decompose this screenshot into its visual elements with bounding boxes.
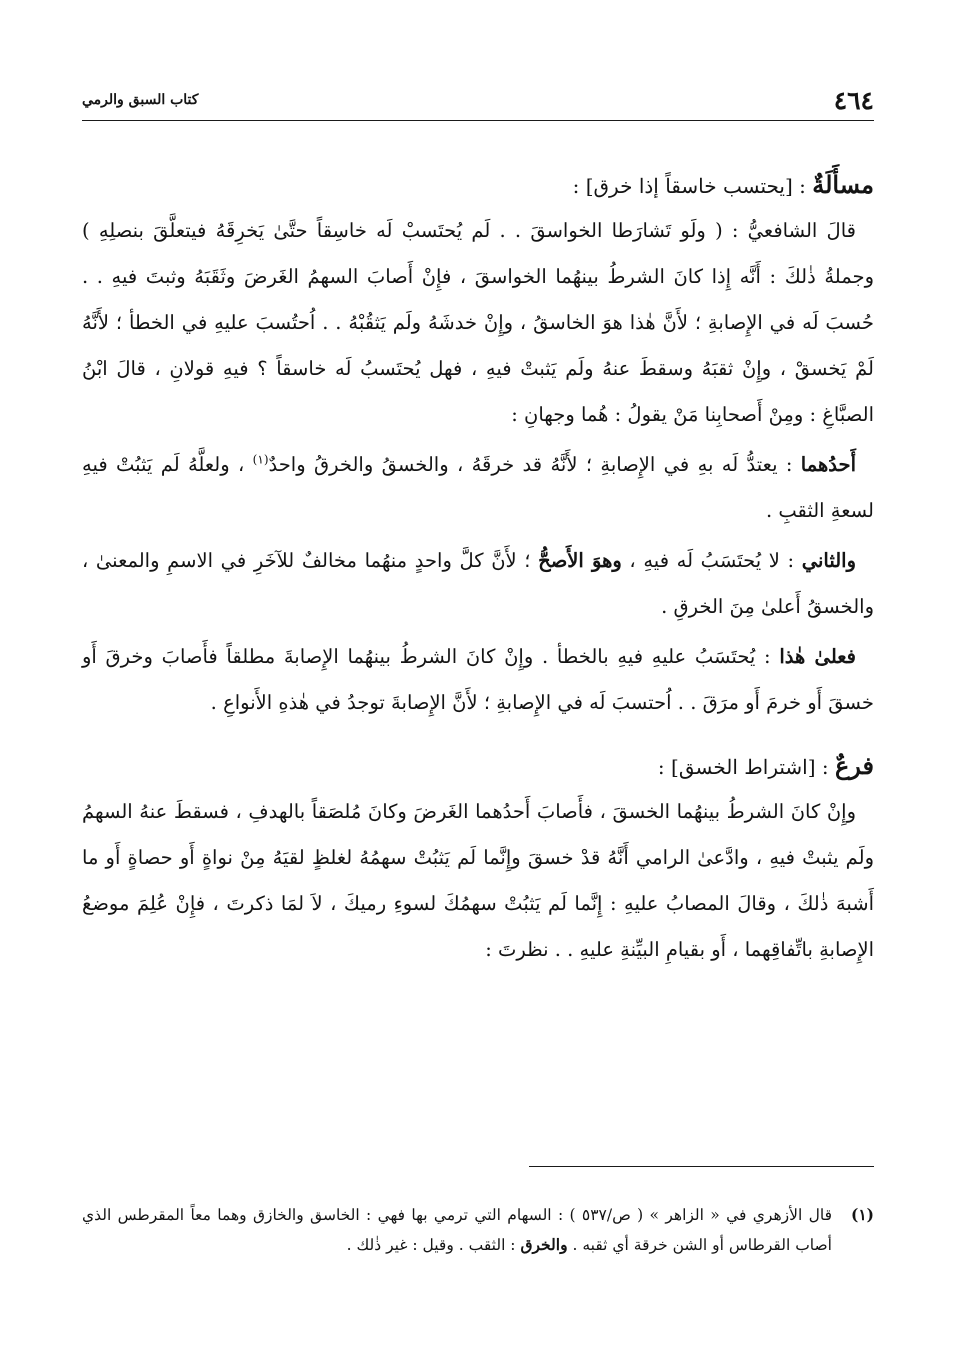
first-view-text: : يعتدُّ لَه بهِ في الإِصابةِ ؛ لأَنَّهُ قد خرقَهُ ، والخسقُ والخرقُ واحدٌ [268,453,801,476]
section-heading-far [82,746,874,787]
heading-title: : [يحتسب خاسقاً إذا خرق] : [572,174,813,198]
book-title: كتاب السبق والرمي [82,92,199,108]
heading-title: : [اشتراط الخسق] : [657,755,835,779]
section-spacer [82,726,874,746]
footnote-divider [529,1166,874,1167]
preferred-view-keyword: وهوَ الأَصحُّ [538,549,622,572]
footnote-text-a: قال الأزهري في « الزاهر » ( ص/٥٣٧ ) : السهام التي ترمي بها فهي : الخاسق والخازق وهما معاً المقرطس الذي أصاب القرطاس أو الشن خرقة أي ثقبه . [82,1206,832,1254]
paragraph-khasq-condition: وإِنْ كانَ الشرطُ بينهُما الخسقَ ، فأَصابَ أَحدُهما الغَرضَ وكانَ مُلصَقاً بالهدفِ ، فسقطَ عنهُ السهمُ ولَم يثبتْ فيهِ ، وادَّعىٰ الرامي أَنَّهُ قدْ خسقَ وإِنَّما لَم يَثبُتْ سهمُهُ لغلظٍ لقيَهُ مِنْ نواةٍ أَو حصاةٍ أَو ما أَشبهَ ذٰلكَ ، وقالَ المصابُ عليهِ : إِنَّما لَم يَثبُتْ سهمُكَ لسوءِ رميكَ ، لاَ لمَا ذكرتَ ، فإِنْ عُلِمَ موضعُ الإِصابةِ باتِّفاقِهما ، أَو بقيامِ البيِّنةِ عليهِ . . نظرتَ : [82,800,874,961]
footnote-number: (١) [850,1205,874,1224]
paragraph-second-view [82,538,874,630]
second-view-keyword: والثاني [801,549,857,572]
second-view-tail: ؛ لأَنَّ كلَّ واحدٍ منهُما مخالفٌ للآخَرِ في الاسمِ والمعنىٰ ، والخسقُ أَعلىٰ مِنَ الخرقِ . [82,549,874,618]
footnotes [82,1200,874,1260]
consequence-text: : يُحتَسَبُ عليهِ فيهِ بالخطأ . وإِنْ كانَ الشرطُ بينهُما الإِصابةَ مطلقاً فأَصابَ وخرقَ أَو خسقَ أَو خرمَ أَو مرَقَ . . اُحتسبَ لَه في الإِصابةِ ؛ لأَنَّ الإِصابةَ توجدُ في هٰذهِ الأَنواعِ . [82,645,874,714]
second-view-text: : لا يُحتَسَبُ لَه فيهِ ، [621,549,802,572]
running-header [82,84,874,121]
section-heading-masala [82,165,874,206]
consequence-keyword: فعلىٰ هٰذا [779,645,856,668]
footnote [82,1200,874,1260]
page-number: ٤٦٤ [833,86,874,115]
footnote-keyword: والخرق [520,1235,568,1254]
main-text [82,165,874,973]
footnote-reference[interactable]: (١) [252,452,269,467]
heading-keyword: فرعٌ [834,751,874,780]
footnote-text-b: : الثقب . وقيل : غير ذٰلك . [346,1236,521,1254]
first-view-tail: ، ولعلَّهُ لَم يَثبُتْ فيهِ لسعةِ الثقبِ . [82,453,874,522]
paragraph-first-view [82,442,874,534]
paragraph-consequence [82,634,874,726]
footnote-text [82,1200,832,1260]
paragraph-shafii-quote: قالَ الشافعيُّ : ( ولَو تَشارَطا الخواسقَ . . لَم يُحتَسبْ لَه خاسِقاً حتَّىٰ يَخرِقَهُ فيتعلَّقَ بنصلِهِ ) وجملةُ ذٰلكَ : أَنَّه إِذا كانَ الشرطُ بينهُما الخواسقَ ، فإِنْ أَصابَ السهمُ الغَرضَ وثَقَبَهُ وثبتَ فيهِ . . حُسبَ لَه في الإِصابةِ ؛ لأَنَّ هٰذا هوَ الخاسقُ ، وإِنْ خدشَهُ ولَم يَثقُبْهُ . . اُحتُسبَ عليهِ في الخطأ ؛ لأَنَّهُ لَمْ يَخسقْ ، وإِنْ ثقبَهُ وسقطَ عنهُ ولَم يَثبتْ فيهِ ، فهل يُحتَسبُ لَه خاسقاً ؟ فيهِ قولانِ ، قالَ ابْنُ الصبَّاغِ : ومِنْ أَصحابِنا مَنْ يقولُ : هُما وجهانِ : [82,219,874,426]
first-view-keyword: أَحدُهما [800,453,856,476]
heading-keyword: مسأَلَةٌ [812,170,874,199]
